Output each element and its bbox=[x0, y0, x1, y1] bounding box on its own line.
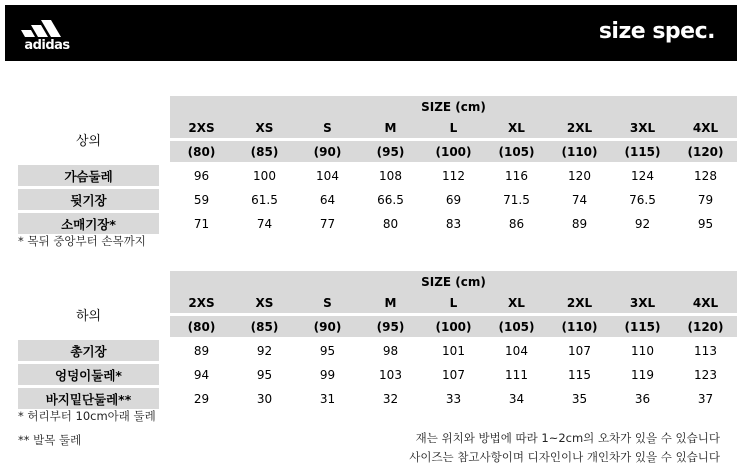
value-cell: 66.5 bbox=[359, 186, 422, 210]
value-cell: 36 bbox=[611, 385, 674, 409]
size-header: SIZE (cm) bbox=[170, 96, 737, 117]
size-cm-cell: (120) bbox=[674, 138, 737, 162]
size-cm-cell: (90) bbox=[296, 138, 359, 162]
value-cell: 71.5 bbox=[485, 186, 548, 210]
size-header-row bbox=[18, 96, 737, 117]
adidas-logo bbox=[17, 13, 77, 57]
value-cell: 76.5 bbox=[611, 186, 674, 210]
size-cell: M bbox=[359, 292, 422, 313]
size-cm-cell: (80) bbox=[170, 313, 233, 337]
value-cell: 34 bbox=[485, 385, 548, 409]
value-cell: 100 bbox=[233, 162, 296, 186]
measure-row-back-length bbox=[18, 186, 737, 210]
value-cell: 74 bbox=[548, 186, 611, 210]
value-cell: 29 bbox=[170, 385, 233, 409]
size-cell: 4XL bbox=[674, 117, 737, 138]
value-cell: 35 bbox=[548, 385, 611, 409]
size-cm-cell: (80) bbox=[170, 138, 233, 162]
measure-row-hem bbox=[18, 385, 737, 409]
value-cell: 96 bbox=[170, 162, 233, 186]
value-cell: 80 bbox=[359, 210, 422, 234]
value-cell: 128 bbox=[674, 162, 737, 186]
size-letter-row bbox=[18, 292, 737, 313]
value-cell: 95 bbox=[296, 337, 359, 361]
value-cell: 59 bbox=[170, 186, 233, 210]
size-cell: M bbox=[359, 117, 422, 138]
size-cm-cell: (120) bbox=[674, 313, 737, 337]
size-cell: L bbox=[422, 117, 485, 138]
value-cell: 107 bbox=[548, 337, 611, 361]
size-cell: S bbox=[296, 117, 359, 138]
value-cell: 108 bbox=[359, 162, 422, 186]
page-title: size spec. bbox=[598, 19, 715, 44]
size-cm-cell: (100) bbox=[422, 138, 485, 162]
bottoms-size-table bbox=[18, 271, 737, 409]
size-cell: S bbox=[296, 292, 359, 313]
value-cell: 99 bbox=[296, 361, 359, 385]
size-cell: XS bbox=[233, 117, 296, 138]
measure-label: 소매기장* bbox=[18, 210, 159, 234]
measure-label: 바지밑단둘레** bbox=[18, 385, 159, 409]
value-cell: 115 bbox=[548, 361, 611, 385]
value-cell: 107 bbox=[422, 361, 485, 385]
size-cm-cell: (105) bbox=[485, 313, 548, 337]
value-cell: 119 bbox=[611, 361, 674, 385]
measure-label: 엉덩이둘레* bbox=[18, 361, 159, 385]
disclaimer-line: 사이즈는 참고사항이며 디자인이나 개인차가 있을 수 있습니다 bbox=[409, 450, 720, 464]
size-cm-cell: (110) bbox=[548, 313, 611, 337]
size-header-row bbox=[18, 271, 737, 292]
measure-row-chest bbox=[18, 162, 737, 186]
measure-label: 가슴둘레 bbox=[18, 162, 159, 186]
value-cell: 77 bbox=[296, 210, 359, 234]
value-cell: 33 bbox=[422, 385, 485, 409]
value-cell: 64 bbox=[296, 186, 359, 210]
value-cell: 103 bbox=[359, 361, 422, 385]
value-cell: 61.5 bbox=[233, 186, 296, 210]
value-cell: 120 bbox=[548, 162, 611, 186]
value-cell: 112 bbox=[422, 162, 485, 186]
size-cm-cell: (85) bbox=[233, 313, 296, 337]
value-cell: 110 bbox=[611, 337, 674, 361]
size-cm-cell: (115) bbox=[611, 138, 674, 162]
size-cell: XS bbox=[233, 292, 296, 313]
tops-group-label: 상의 bbox=[75, 134, 102, 149]
value-cell: 124 bbox=[611, 162, 674, 186]
bottoms-footnote-hip: * 허리부터 10cm아래 둘레 bbox=[18, 409, 156, 423]
size-cell: 2XL bbox=[548, 117, 611, 138]
size-header: SIZE (cm) bbox=[170, 271, 737, 292]
size-cell: 3XL bbox=[611, 292, 674, 313]
bottoms-footnote-hem: ** 발목 둘레 bbox=[18, 433, 82, 447]
measure-row-sleeve-length bbox=[18, 210, 737, 234]
value-cell: 98 bbox=[359, 337, 422, 361]
value-cell: 104 bbox=[485, 337, 548, 361]
bottoms-group-label: 하의 bbox=[75, 309, 102, 324]
size-cell: 2XS bbox=[170, 292, 233, 313]
disclaimer-line: 재는 위치와 방법에 따라 1~2cm의 오차가 있을 수 있습니다 bbox=[415, 431, 720, 445]
value-cell: 92 bbox=[233, 337, 296, 361]
value-cell: 104 bbox=[296, 162, 359, 186]
size-cm-cell: (95) bbox=[359, 138, 422, 162]
value-cell: 74 bbox=[233, 210, 296, 234]
value-cell: 95 bbox=[674, 210, 737, 234]
size-cm-cell: (105) bbox=[485, 138, 548, 162]
size-cell: 4XL bbox=[674, 292, 737, 313]
value-cell: 94 bbox=[170, 361, 233, 385]
size-cell: L bbox=[422, 292, 485, 313]
size-cell: 2XS bbox=[170, 117, 233, 138]
value-cell: 116 bbox=[485, 162, 548, 186]
value-cell: 30 bbox=[233, 385, 296, 409]
value-cell: 123 bbox=[674, 361, 737, 385]
tops-footnote: * 목뒤 중앙부터 손목까지 bbox=[18, 234, 146, 248]
value-cell: 86 bbox=[485, 210, 548, 234]
value-cell: 79 bbox=[674, 186, 737, 210]
value-cell: 69 bbox=[422, 186, 485, 210]
value-cell: 37 bbox=[674, 385, 737, 409]
size-cm-cell: (95) bbox=[359, 313, 422, 337]
size-cm-cell: (100) bbox=[422, 313, 485, 337]
size-cell: XL bbox=[485, 292, 548, 313]
value-cell: 92 bbox=[611, 210, 674, 234]
size-cell: 2XL bbox=[548, 292, 611, 313]
tops-size-table bbox=[18, 96, 737, 234]
measure-row-total-length bbox=[18, 337, 737, 361]
value-cell: 83 bbox=[422, 210, 485, 234]
value-cell: 89 bbox=[548, 210, 611, 234]
three-stripes-icon bbox=[21, 13, 73, 37]
size-cm-cell: (115) bbox=[611, 313, 674, 337]
value-cell: 95 bbox=[233, 361, 296, 385]
brand-header bbox=[5, 5, 737, 61]
size-cell: XL bbox=[485, 117, 548, 138]
value-cell: 32 bbox=[359, 385, 422, 409]
size-cm-cell: (85) bbox=[233, 138, 296, 162]
size-cm-cell: (90) bbox=[296, 313, 359, 337]
measure-row-hip bbox=[18, 361, 737, 385]
size-cm-cell: (110) bbox=[548, 138, 611, 162]
size-cell: 3XL bbox=[611, 117, 674, 138]
measure-label: 총기장 bbox=[18, 337, 159, 361]
value-cell: 111 bbox=[485, 361, 548, 385]
size-letter-row bbox=[18, 117, 737, 138]
value-cell: 71 bbox=[170, 210, 233, 234]
logo-wordmark: adidas bbox=[24, 38, 70, 53]
value-cell: 31 bbox=[296, 385, 359, 409]
value-cell: 101 bbox=[422, 337, 485, 361]
value-cell: 89 bbox=[170, 337, 233, 361]
value-cell: 113 bbox=[674, 337, 737, 361]
measure-label: 뒷기장 bbox=[18, 186, 159, 210]
